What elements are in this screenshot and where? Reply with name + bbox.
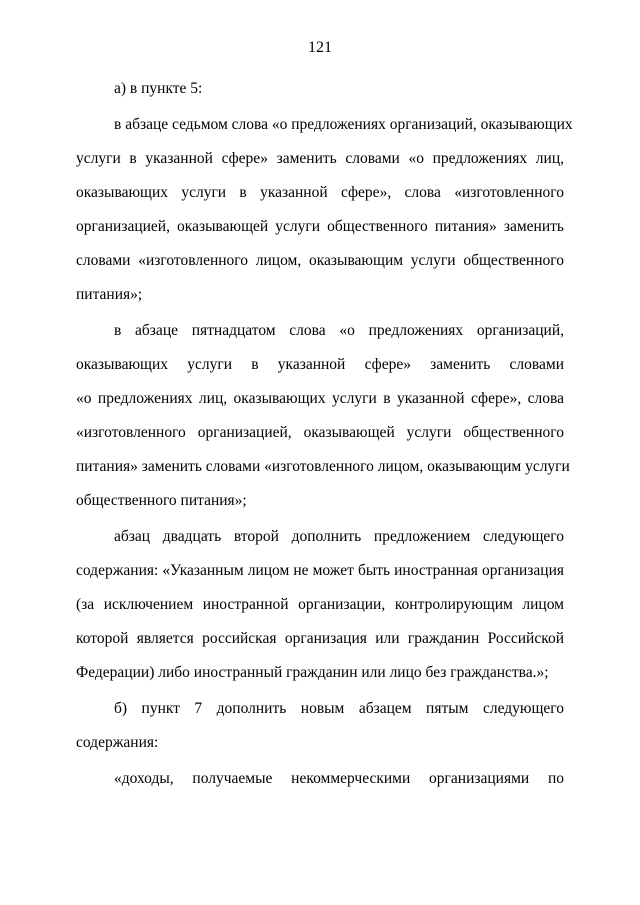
text-line: в абзаце седьмом слова «о предложениях организаций, оказывающих bbox=[114, 116, 573, 133]
text-line: «доходы, получаемые некоммерческими организациями по bbox=[114, 770, 564, 787]
text-line: оказывающих услуги в указанной сфере», слова «изготовленного bbox=[76, 184, 564, 201]
text-line: Федерации) либо иностранный гражданин или лицо без гражданства.»; bbox=[76, 664, 549, 681]
text-line: услуги в указанной сфере» заменить словами «о предложениях лиц, bbox=[76, 150, 564, 167]
text-line: питания»; bbox=[76, 286, 143, 303]
text-line: питания» заменить словами «изготовленного лицом, оказывающим услуги bbox=[76, 458, 570, 475]
text-line: (за исключением иностранной организации, контролирующим лицом bbox=[76, 596, 564, 613]
text-line: общественного питания»; bbox=[76, 492, 247, 509]
text-line: содержания: «Указанным лицом не может быть иностранная организация bbox=[76, 562, 564, 579]
text-line: которой является российская организация или гражданин Российской bbox=[76, 630, 564, 647]
page-number: 121 bbox=[308, 39, 332, 56]
text-line: «изготовленного организацией, оказывающей услуги общественного bbox=[76, 424, 564, 441]
text-line: а) в пункте 5: bbox=[114, 80, 203, 97]
text-line: оказывающих услуги в указанной сфере» заменить словами bbox=[76, 356, 564, 373]
text-line: абзац двадцать второй дополнить предложением следующего bbox=[114, 528, 564, 545]
text-line: в абзаце пятнадцатом слова «о предложениях организаций, bbox=[114, 322, 564, 339]
text-line: содержания: bbox=[76, 734, 159, 751]
text-line: б) пункт 7 дополнить новым абзацем пятым следующего bbox=[114, 700, 564, 717]
text-line: словами «изготовленного лицом, оказывающим услуги общественного bbox=[76, 252, 564, 269]
text-line: «о предложениях лиц, оказывающих услуги в указанной сфере», слова bbox=[76, 390, 564, 407]
text-line: организацией, оказывающей услуги общественного питания» заменить bbox=[76, 218, 564, 235]
